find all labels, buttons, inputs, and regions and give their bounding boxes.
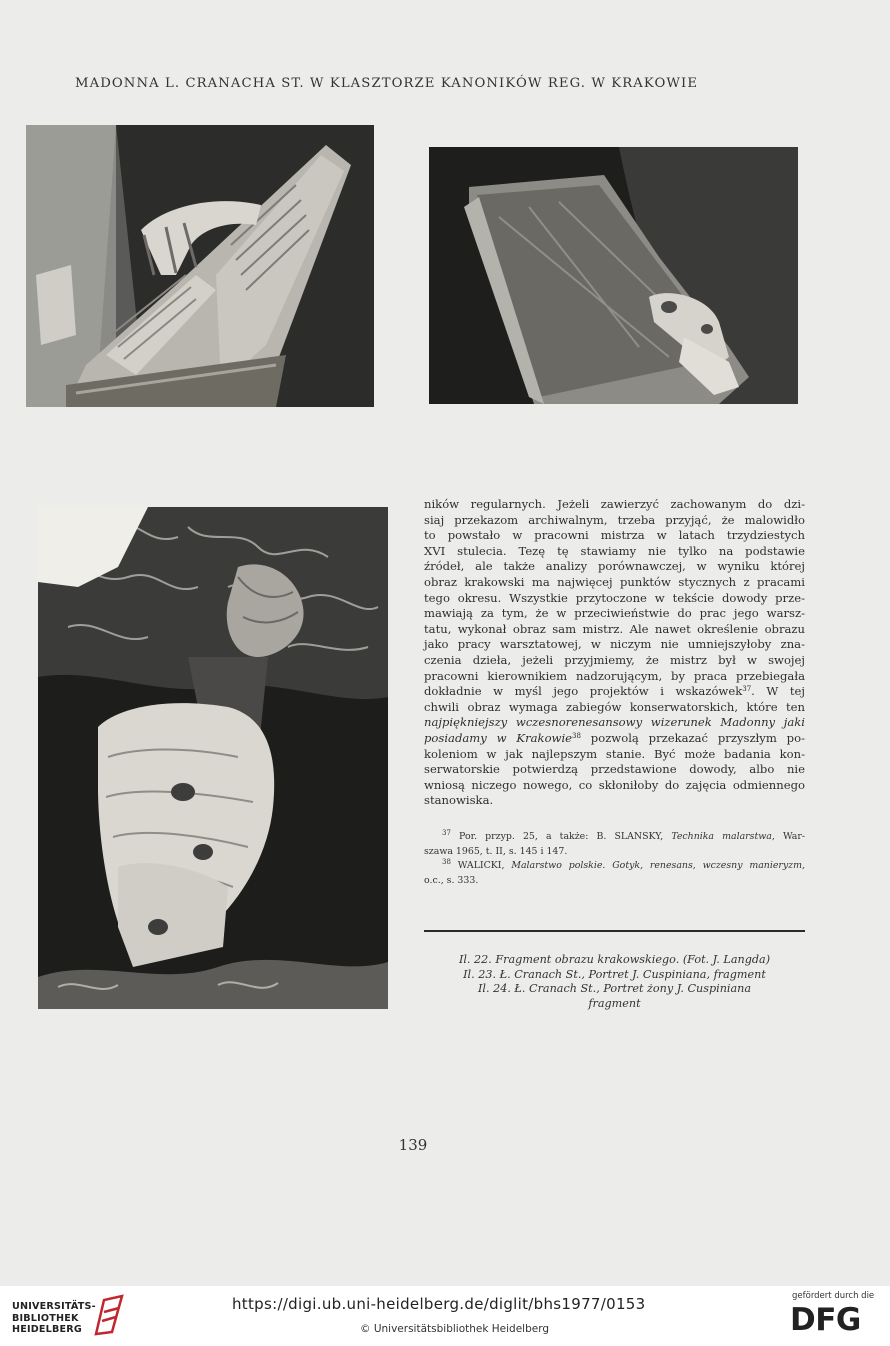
- footnote-38: [424, 859, 805, 874]
- dfg-funding-label: gefördert durch die: [792, 1291, 875, 1301]
- university-library-logo[interactable]: [12, 1301, 96, 1336]
- body-line: obraz krakowski ma najwięcej punktów stycznych z pracami: [424, 574, 805, 589]
- body-line: tego okresu. Wszystkie przytoczone w tekście dowody prze-: [424, 590, 805, 605]
- figure-22-book-hand-photo: [26, 125, 374, 407]
- footnotes: [424, 830, 805, 888]
- body-line-italic: posiadamy w Krakowie: [424, 730, 573, 745]
- copyright-notice: © Universitätsbibliothek Heidelberg: [360, 1323, 550, 1335]
- body-line-italic: najpiękniejszy wczesnorenesansowy wizerunek Madonny jaki: [424, 715, 805, 730]
- body-line: [424, 715, 805, 731]
- body-line-text: dokładnie w myśl jego projektów i wskazówek: [424, 684, 743, 699]
- caption-divider: [424, 930, 805, 932]
- footnote-title: Malarstwo polskie. Gotyk, renesans, wczesny manieryzm,: [511, 860, 805, 872]
- caption-il-22: Il. 22. Fragment obrazu krakowskiego. (Fot. J. Langda): [458, 953, 771, 966]
- footnote-38-cont: o.c., s. 333.: [424, 874, 479, 886]
- university-line-3: HEIDELBERG: [12, 1324, 82, 1335]
- body-line: tatu, wykonał obraz sam mistrz. Ale nawet określenie obrazu: [424, 621, 805, 636]
- footnote-title: Technika malarstwa,: [671, 831, 775, 842]
- university-line-1: UNIVERSITÄTS-: [12, 1301, 96, 1312]
- body-line-text: . W tej: [751, 684, 805, 699]
- figure-23-portrait-fragment-photo: [429, 147, 798, 404]
- footnote-37-cont: szawa 1965, t. II, s. 145 i 147.: [424, 845, 568, 857]
- body-line: wniosą niczego nowego, co skłoniłoby do zajęcia odmiennego: [424, 777, 805, 792]
- dfg-logo[interactable]: DFG: [790, 1302, 861, 1338]
- body-line: ników regularnych. Jeżeli zawierzyć zachowanym do dzi-: [424, 497, 805, 511]
- footnote-text: Por. przyp. 25, a także: B. SLANSKY,: [459, 831, 664, 842]
- running-head: MADONNA L. CRANACHA ST. W KLASZTORZE KANONIKÓW REG. W KRAKOWIE: [75, 76, 699, 91]
- university-line-2: BIBLIOTHEK: [12, 1312, 79, 1324]
- footnote-number: 37: [442, 829, 451, 837]
- footnote-37: [424, 830, 805, 845]
- document-url-link[interactable]: https://digi.ub.uni-heidelberg.de/diglit/bhs1977/0153: [232, 1295, 646, 1313]
- body-text: [424, 497, 805, 809]
- body-line: czenia dzieła, jeżeli przyjmiemy, że mistrz był w swojej: [424, 652, 805, 667]
- footnote-ref-38[interactable]: 38: [572, 731, 581, 740]
- footer-bar: [0, 1286, 890, 1346]
- body-line: koleniom w jak najlepszym stanie. Być może badania kon-: [424, 746, 805, 761]
- body-line-with-ref-37: [424, 684, 805, 700]
- university-mark-icon: [92, 1294, 128, 1338]
- figure-captions: [424, 953, 805, 1011]
- body-line: serwatorskie potwierdzą przedstawione dowody, albo nie: [424, 762, 805, 777]
- figure-24-hands-flowers-photo: [38, 507, 388, 1009]
- caption-il-24: Il. 24. Ł. Cranach St., Portret żony J. Cuspiniana: [477, 982, 752, 996]
- body-line: mawiają za tym, że w przeciwieństwie do prac jego warsz-: [424, 606, 805, 621]
- caption-il-23: Il. 23. Ł. Cranach St., Portret J. Cuspiniana, fragment: [463, 967, 766, 981]
- body-line: to powstało w pracowni mistrza w latach trzydziestych: [424, 528, 805, 543]
- body-line: jako pracy warsztatowej, w niczym nie umniejszyłoby zna-: [424, 637, 805, 652]
- footnote-text: WALICKI,: [457, 860, 505, 872]
- caption-il-24-cont: fragment: [588, 996, 641, 1010]
- footnote-number: 38: [442, 858, 451, 867]
- body-line-with-ref-38: [424, 731, 805, 747]
- body-line: stanowiska.: [424, 793, 494, 808]
- page-number: 139: [398, 1136, 428, 1154]
- body-line-text: pozwolą przekazać przyszłym po-: [590, 730, 805, 745]
- body-line: źródeł, ale także analizy porównawczej, w wyniku której: [424, 559, 805, 574]
- footnote-text: War-: [782, 831, 806, 842]
- body-line: XVI stulecia. Tezę tę stawiamy nie tylko na podstawie: [424, 543, 805, 558]
- body-line: chwili obraz wymaga zabiegów konserwatorskich, które ten: [424, 699, 805, 714]
- body-line: pracowni kierownikiem nadzorującym, by praca przebiegała: [424, 668, 805, 683]
- footnote-ref-37[interactable]: 37: [742, 685, 752, 694]
- body-line: siaj przekazom archiwalnym, trzeba przyjąć, że malowidło: [424, 512, 805, 527]
